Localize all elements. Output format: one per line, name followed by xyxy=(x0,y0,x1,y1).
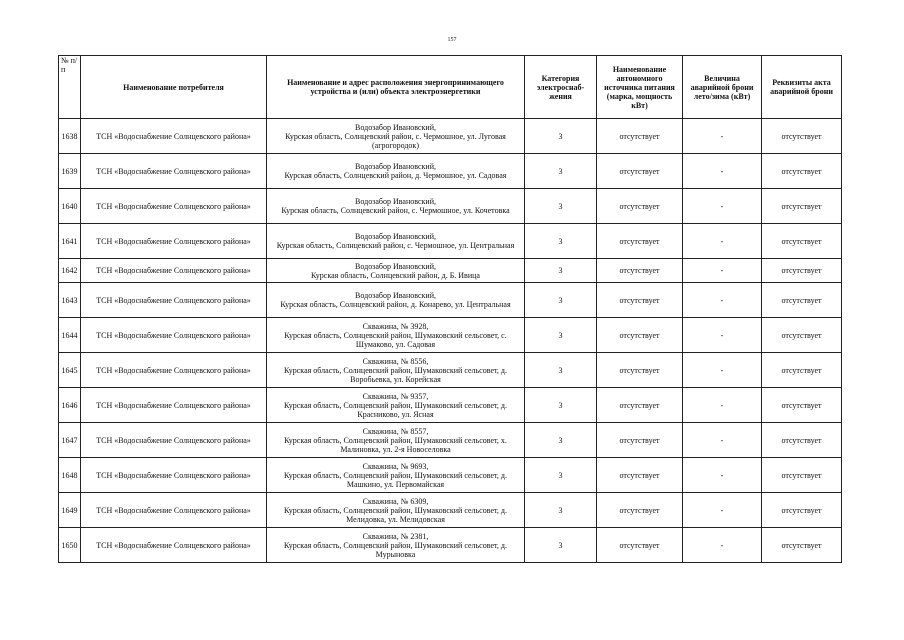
address-object: Скважина, № 8557, xyxy=(362,426,429,436)
cell-num: 1648 xyxy=(59,458,81,493)
header-act: Реквизиты акта аварийной брони xyxy=(762,56,842,119)
address-object: Водозабор Ивановский, xyxy=(355,197,436,206)
cell-reserve: - xyxy=(683,353,762,388)
address-location: Курская область, Солнцевский район, Шумаковский сельсовет, д. Машкино, ул. Первомайская xyxy=(284,470,507,489)
registry-table xyxy=(58,55,842,563)
address-object: Скважина, № 3928, xyxy=(362,321,429,331)
cell-reserve: - xyxy=(683,318,762,353)
address-location: Курская область, Солнцевский район, д. Б. Ивица xyxy=(311,270,480,280)
cell-num: 1640 xyxy=(59,189,81,224)
header-address: Наименование и адрес расположения энергопринимающего устройства и (или) объекта электроэнергетики xyxy=(267,56,525,119)
cell-category: 3 xyxy=(525,283,597,318)
cell-consumer: ТСН «Водоснабжение Солнцевского района» xyxy=(81,259,267,283)
address-location: Курская область, Солнцевский район, Шумаковский сельсовет, х. Малиновка, ул. 2-я Новоселовка xyxy=(284,435,507,454)
table-row xyxy=(59,493,842,528)
cell-num: 1646 xyxy=(59,388,81,423)
cell-reserve: - xyxy=(683,493,762,528)
address-object: Водозабор Ивановский, xyxy=(355,291,436,300)
cell-consumer: ТСН «Водоснабжение Солнцевского района» xyxy=(81,119,267,154)
cell-act: отсутствует xyxy=(762,528,842,563)
cell-reserve: - xyxy=(683,388,762,423)
table-row xyxy=(59,119,842,154)
table-row xyxy=(59,318,842,353)
cell-reserve: - xyxy=(683,224,762,259)
cell-consumer: ТСН «Водоснабжение Солнцевского района» xyxy=(81,493,267,528)
cell-address xyxy=(267,423,525,458)
cell-autonomous: отсутствует xyxy=(597,119,683,154)
cell-num: 1641 xyxy=(59,224,81,259)
cell-act: отсутствует xyxy=(762,119,842,154)
table-row xyxy=(59,388,842,423)
cell-act: отсутствует xyxy=(762,388,842,423)
cell-autonomous: отсутствует xyxy=(597,493,683,528)
cell-address xyxy=(267,388,525,423)
cell-consumer: ТСН «Водоснабжение Солнцевского района» xyxy=(81,388,267,423)
address-location: Курская область, Солнцевский район, Шумаковский сельсовет, д. Воробьевка, ул. Корейская xyxy=(284,365,507,384)
cell-category: 3 xyxy=(525,224,597,259)
cell-category: 3 xyxy=(525,318,597,353)
cell-reserve: - xyxy=(683,528,762,563)
address-object: Скважина, № 8556, xyxy=(362,356,429,366)
cell-consumer: ТСН «Водоснабжение Солнцевского района» xyxy=(81,423,267,458)
cell-address xyxy=(267,353,525,388)
header-category: Категория электроснаб-жения xyxy=(525,56,597,119)
cell-num: 1649 xyxy=(59,493,81,528)
cell-reserve: - xyxy=(683,423,762,458)
cell-act: отсутствует xyxy=(762,353,842,388)
cell-address xyxy=(267,119,525,154)
cell-num: 1650 xyxy=(59,528,81,563)
cell-address xyxy=(267,224,525,259)
header-reserve: Величина аварийной брони лето/зима (кВт) xyxy=(683,56,762,119)
cell-category: 3 xyxy=(525,493,597,528)
cell-num: 1644 xyxy=(59,318,81,353)
cell-num: 1642 xyxy=(59,259,81,283)
cell-autonomous: отсутствует xyxy=(597,388,683,423)
cell-autonomous: отсутствует xyxy=(597,353,683,388)
cell-category: 3 xyxy=(525,388,597,423)
page-number: 157 xyxy=(447,37,457,43)
cell-address xyxy=(267,318,525,353)
table-row xyxy=(59,283,842,318)
table-row xyxy=(59,458,842,493)
cell-consumer: ТСН «Водоснабжение Солнцевского района» xyxy=(81,283,267,318)
cell-act: отсутствует xyxy=(762,283,842,318)
cell-consumer: ТСН «Водоснабжение Солнцевского района» xyxy=(81,458,267,493)
address-object: Водозабор Ивановский, xyxy=(355,261,436,271)
cell-autonomous: отсутствует xyxy=(597,528,683,563)
address-location: Курская область, Солнцевский район, с. Чермошное, ул. Кочетовка xyxy=(281,206,510,215)
address-location: Курская область, Солнцевский район, Шумаковский сельсовет, с. Шумаково, ул. Садовая xyxy=(284,330,507,349)
cell-consumer: ТСН «Водоснабжение Солнцевского района» xyxy=(81,154,267,189)
address-object: Скважина, № 2381, xyxy=(362,531,429,541)
cell-num: 1643 xyxy=(59,283,81,318)
table-row xyxy=(59,189,842,224)
address-location: Курская область, Солнцевский район, Шумаковский сельсовет, д. Красниково, ул. Ясная xyxy=(284,400,507,419)
cell-autonomous: отсутствует xyxy=(597,154,683,189)
cell-address xyxy=(267,189,525,224)
cell-act: отсутствует xyxy=(762,318,842,353)
header-consumer: Наименование потребителя xyxy=(81,56,267,119)
address-object: Водозабор Ивановский, xyxy=(355,232,436,241)
cell-category: 3 xyxy=(525,119,597,154)
cell-autonomous: отсутствует xyxy=(597,259,683,283)
cell-consumer: ТСН «Водоснабжение Солнцевского района» xyxy=(81,189,267,224)
table-header-row xyxy=(59,56,842,119)
cell-autonomous: отсутствует xyxy=(597,423,683,458)
cell-address xyxy=(267,458,525,493)
cell-autonomous: отсутствует xyxy=(597,283,683,318)
cell-reserve: - xyxy=(683,154,762,189)
cell-category: 3 xyxy=(525,423,597,458)
cell-act: отсутствует xyxy=(762,224,842,259)
address-object: Водозабор Ивановский, xyxy=(355,122,436,132)
cell-act: отсутствует xyxy=(762,259,842,283)
address-object: Скважина, № 9693, xyxy=(362,461,429,471)
address-location: Курская область, Солнцевский район, Шумаковский сельсовет, д. Мелидовка, ул. Мелидовская xyxy=(284,505,507,524)
cell-act: отсутствует xyxy=(762,189,842,224)
table-row xyxy=(59,259,842,283)
address-location: Курская область, Солнцевский район, с. Чермошное, ул. Луговая (агрогородок) xyxy=(285,131,506,150)
address-location: Курская область, Солнцевский район, с. Чермошное, ул. Центральная xyxy=(276,241,515,250)
cell-num: 1645 xyxy=(59,353,81,388)
address-location: Курская область, Солнцевский район, д. Чермошное, ул. Садовая xyxy=(284,171,507,180)
cell-autonomous: отсутствует xyxy=(597,189,683,224)
table-row xyxy=(59,528,842,563)
cell-category: 3 xyxy=(525,458,597,493)
cell-reserve: - xyxy=(683,189,762,224)
cell-address xyxy=(267,259,525,283)
header-num: № п/п xyxy=(59,56,81,119)
cell-category: 3 xyxy=(525,353,597,388)
cell-num: 1639 xyxy=(59,154,81,189)
address-object: Скважина, № 6309, xyxy=(362,496,429,506)
table-row xyxy=(59,154,842,189)
cell-consumer: ТСН «Водоснабжение Солнцевского района» xyxy=(81,353,267,388)
cell-autonomous: отсутствует xyxy=(597,318,683,353)
cell-address xyxy=(267,493,525,528)
cell-act: отсутствует xyxy=(762,154,842,189)
cell-consumer: ТСН «Водоснабжение Солнцевского района» xyxy=(81,528,267,563)
cell-category: 3 xyxy=(525,189,597,224)
cell-category: 3 xyxy=(525,528,597,563)
cell-act: отсутствует xyxy=(762,493,842,528)
cell-act: отсутствует xyxy=(762,458,842,493)
cell-act: отсутствует xyxy=(762,423,842,458)
address-location: Курская область, Солнцевский район, д. Конарево, ул. Центральная xyxy=(280,300,511,309)
cell-category: 3 xyxy=(525,154,597,189)
table-row xyxy=(59,353,842,388)
cell-category: 3 xyxy=(525,259,597,283)
cell-address xyxy=(267,154,525,189)
address-object: Водозабор Ивановский, xyxy=(355,162,436,171)
cell-address xyxy=(267,283,525,318)
cell-reserve: - xyxy=(683,259,762,283)
cell-reserve: - xyxy=(683,283,762,318)
cell-num: 1647 xyxy=(59,423,81,458)
cell-address xyxy=(267,528,525,563)
cell-consumer: ТСН «Водоснабжение Солнцевского района» xyxy=(81,224,267,259)
cell-consumer: ТСН «Водоснабжение Солнцевского района» xyxy=(81,318,267,353)
table-row xyxy=(59,224,842,259)
cell-reserve: - xyxy=(683,458,762,493)
cell-reserve: - xyxy=(683,119,762,154)
table-row xyxy=(59,423,842,458)
header-autonomous: Наименование автономного источника питания (марка, мощность кВт) xyxy=(597,56,683,119)
address-object: Скважина, № 9357, xyxy=(362,391,429,401)
cell-num: 1638 xyxy=(59,119,81,154)
cell-autonomous: отсутствует xyxy=(597,458,683,493)
address-location: Курская область, Солнцевский район, Шумаковский сельсовет, д. Мурыновка xyxy=(284,540,507,559)
cell-autonomous: отсутствует xyxy=(597,224,683,259)
